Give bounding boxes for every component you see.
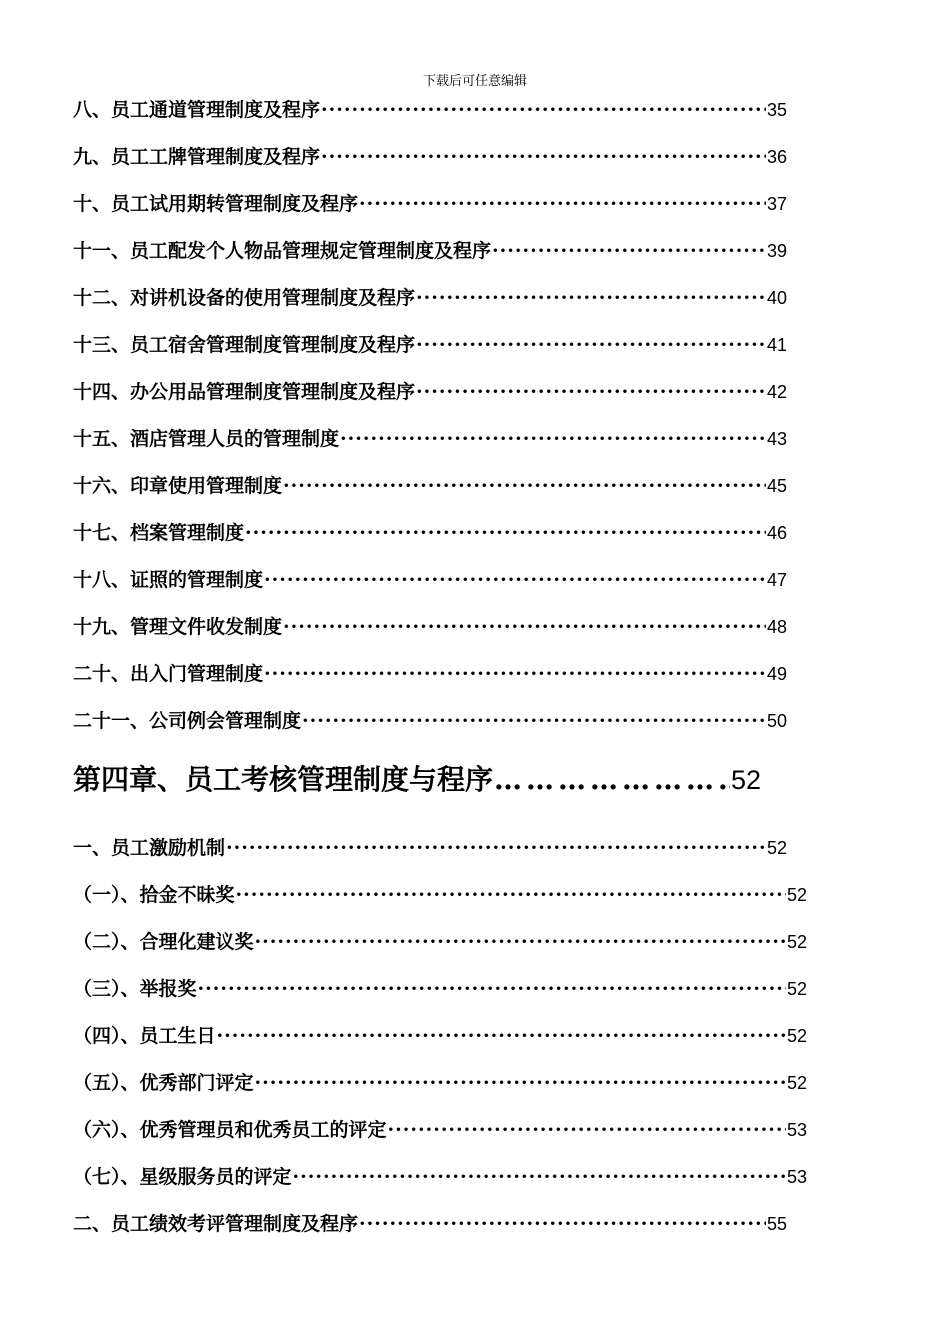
toc-entry-page: 53 xyxy=(786,1120,807,1140)
chapter-title: 第四章、员工考核管理制度与程序 xyxy=(73,763,494,796)
toc-entry[interactable] xyxy=(73,236,787,264)
dot-leader xyxy=(264,663,766,685)
toc-entry-page: 52 xyxy=(766,838,787,858)
dot-leader xyxy=(245,522,766,544)
toc-entry-page: 47 xyxy=(766,570,787,590)
toc-subentry[interactable] xyxy=(73,1068,807,1096)
toc-entry[interactable] xyxy=(73,330,787,358)
dot-leader xyxy=(321,99,766,121)
toc-entry[interactable] xyxy=(73,95,787,123)
toc-entry[interactable] xyxy=(73,377,787,405)
dot-leader xyxy=(321,146,766,168)
toc-entry-page: 52 xyxy=(786,979,807,999)
toc-subentry[interactable] xyxy=(73,880,807,908)
toc-entry-page: 43 xyxy=(766,429,787,449)
toc-entry-title: 十七、档案管理制度 xyxy=(73,522,245,544)
toc-entry-page: 50 xyxy=(766,711,787,731)
toc-entry-title: （六）、优秀管理员和优秀员工的评定 xyxy=(73,1119,387,1141)
dot-leader xyxy=(283,475,766,497)
chapter-page: 52 xyxy=(730,765,761,795)
toc-entry-title: 十八、证照的管理制度 xyxy=(73,569,264,591)
toc-subentry[interactable] xyxy=(73,1115,807,1143)
toc-entry-page: 40 xyxy=(766,288,787,308)
dot-leader xyxy=(264,569,766,591)
toc-entry-page: 52 xyxy=(786,932,807,952)
dot-leader xyxy=(293,1166,786,1188)
toc-entry-title: 九、员工工牌管理制度及程序 xyxy=(73,146,321,168)
toc-entry-page: 52 xyxy=(786,885,807,905)
toc-entry[interactable] xyxy=(73,612,787,640)
toc-entry-page: 49 xyxy=(766,664,787,684)
toc-section[interactable] xyxy=(73,1209,787,1237)
toc-entry-title: （三）、举报奖 xyxy=(73,978,197,1000)
toc-entry-page: 37 xyxy=(766,194,787,214)
toc-entry[interactable] xyxy=(73,706,787,734)
toc-entry-page: 55 xyxy=(766,1214,787,1234)
toc-entry-title: 十五、酒店管理人员的管理制度 xyxy=(73,428,340,450)
toc-entry-title: 十一、员工配发个人物品管理规定管理制度及程序 xyxy=(73,240,492,262)
toc-entry-title: 十、员工试用期转管理制度及程序 xyxy=(73,193,359,215)
dot-leader xyxy=(494,763,730,796)
dot-leader xyxy=(340,428,766,450)
toc-entry[interactable] xyxy=(73,424,787,452)
dot-leader xyxy=(217,1025,786,1047)
toc-entry[interactable] xyxy=(73,189,787,217)
toc-entry[interactable] xyxy=(73,283,787,311)
toc-entry-title: （四）、员工生日 xyxy=(73,1025,216,1047)
toc-subentry[interactable] xyxy=(73,927,807,955)
toc-entry-title: 十六、印章使用管理制度 xyxy=(73,475,283,497)
toc-chapter-heading[interactable] xyxy=(73,758,761,798)
toc-entry[interactable] xyxy=(73,565,787,593)
toc-entry-title: 十九、管理文件收发制度 xyxy=(73,616,283,638)
page-header: 下载后可任意编辑 xyxy=(422,74,527,89)
toc-entry-title: 十三、员工宿舍管理制度管理制度及程序 xyxy=(73,334,416,356)
toc-entry-page: 52 xyxy=(786,1026,807,1046)
toc-entry-page: 41 xyxy=(766,335,787,355)
toc-entry-title: （二）、合理化建议奖 xyxy=(73,931,254,953)
toc-entry-page: 35 xyxy=(766,100,787,120)
toc-entry-title: 二、员工绩效考评管理制度及程序 xyxy=(73,1213,359,1235)
dot-leader xyxy=(255,1072,786,1094)
toc-entry-page: 48 xyxy=(766,617,787,637)
toc-entry-title: 一、员工激励机制 xyxy=(73,837,226,859)
dot-leader xyxy=(236,884,786,906)
dot-leader xyxy=(492,240,766,262)
toc-entry-title: （五）、优秀部门评定 xyxy=(73,1072,254,1094)
dot-leader xyxy=(198,978,786,1000)
dot-leader xyxy=(416,287,766,309)
toc-entry-title: 十二、对讲机设备的使用管理制度及程序 xyxy=(73,287,416,309)
toc-entry[interactable] xyxy=(73,659,787,687)
toc-entry-page: 46 xyxy=(766,523,787,543)
dot-leader xyxy=(416,334,766,356)
toc-entry[interactable] xyxy=(73,518,787,546)
toc-entry-title: 八、员工通道管理制度及程序 xyxy=(73,99,321,121)
toc-entry-title: （一）、拾金不昧奖 xyxy=(73,884,235,906)
toc-entry[interactable] xyxy=(73,471,787,499)
dot-leader xyxy=(302,710,766,732)
toc-entry-page: 36 xyxy=(766,147,787,167)
dot-leader xyxy=(255,931,786,953)
toc-section[interactable] xyxy=(73,833,787,861)
toc-entry-page: 39 xyxy=(766,241,787,261)
dot-leader xyxy=(388,1119,786,1141)
toc-entry-title: 二十、出入门管理制度 xyxy=(73,663,264,685)
dot-leader xyxy=(283,616,766,638)
toc-entry-title: 十四、办公用品管理制度管理制度及程序 xyxy=(73,381,416,403)
dot-leader xyxy=(226,837,766,859)
toc-entry-page: 53 xyxy=(786,1167,807,1187)
toc-entry-title: （七）、星级服务员的评定 xyxy=(73,1166,292,1188)
toc-subentry[interactable] xyxy=(73,1021,807,1049)
toc-entry-page: 45 xyxy=(766,476,787,496)
dot-leader xyxy=(359,1213,766,1235)
toc-subentry[interactable] xyxy=(73,1162,807,1190)
toc-entry-title: 二十一、公司例会管理制度 xyxy=(73,710,302,732)
dot-leader xyxy=(359,193,766,215)
toc-entry-page: 42 xyxy=(766,382,787,402)
dot-leader xyxy=(416,381,766,403)
toc-subentry[interactable] xyxy=(73,974,807,1002)
toc-entry-page: 52 xyxy=(786,1073,807,1093)
toc-entry[interactable] xyxy=(73,142,787,170)
